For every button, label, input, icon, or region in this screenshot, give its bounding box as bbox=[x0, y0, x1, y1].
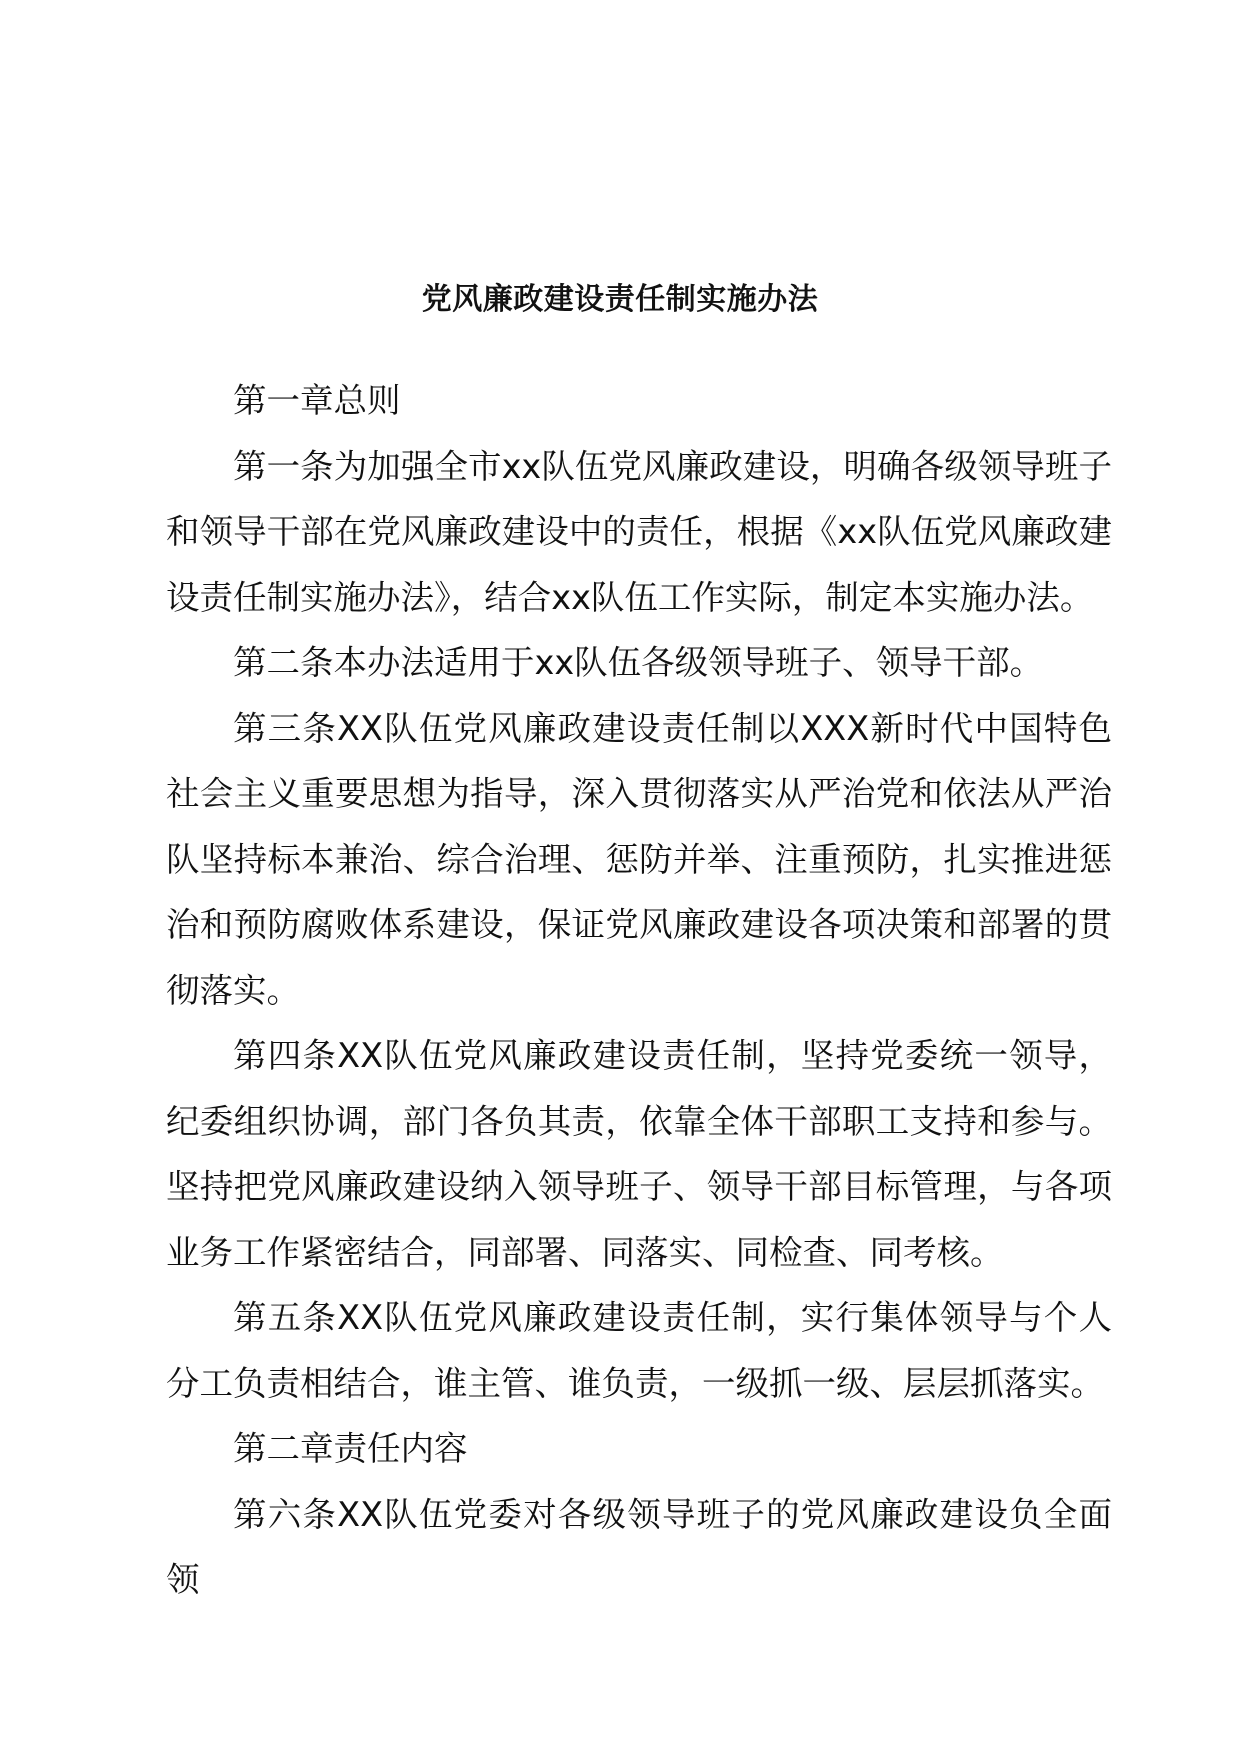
chapter-heading-general: 第一章总则 bbox=[233, 381, 401, 420]
article-2-paragraph: 第二条本办法适用于xx队伍各级领导班子、领导干部。 bbox=[233, 643, 1044, 682]
article-5-paragraph: 第五条XX队伍党风廉政建设责任制，实行集体领导与个人分工负责相结合，谁主管、谁负责，一级抓一级、层层抓落实。 bbox=[166, 1298, 1112, 1403]
document-body bbox=[166, 368, 1112, 1613]
document-title: 党风廉政建设责任制实施办法 bbox=[421, 282, 819, 317]
article-6-paragraph: 第六条XX队伍党委对各级领导班子的党风廉政建设负全面领 bbox=[166, 1494, 1112, 1599]
article-3-paragraph: 第三条XX队伍党风廉政建设责任制以XXX新时代中国特色社会主义重要思想为指导，深入贯彻落实从严治党和依法从严治队坚持标本兼治、综合治理、惩防并举、注重预防，扎实推进惩治和预防腐败体系建设，保证党风廉政建设各项决策和部署的贯彻落实。 bbox=[166, 708, 1112, 1010]
chapter-heading-responsibilities: 第二章责任内容 bbox=[233, 1429, 468, 1468]
article-1-paragraph: 第一条为加强全市xx队伍党风廉政建设，明确各级领导班子和领导干部在党风廉政建设中的责任，根据《xx队伍党风廉政建设责任制实施办法》，结合xx队伍工作实际，制定本实施办法。 bbox=[166, 446, 1112, 617]
article-4-paragraph: 第四条XX队伍党风廉政建设责任制，坚持党委统一领导，纪委组织协调，部门各负其责，依靠全体干部职工支持和参与。坚持把党风廉政建设纳入领导班子、领导干部目标管理，与各项业务工作紧密结合，同部署、同落实、同检查、同考核。 bbox=[166, 1036, 1112, 1272]
